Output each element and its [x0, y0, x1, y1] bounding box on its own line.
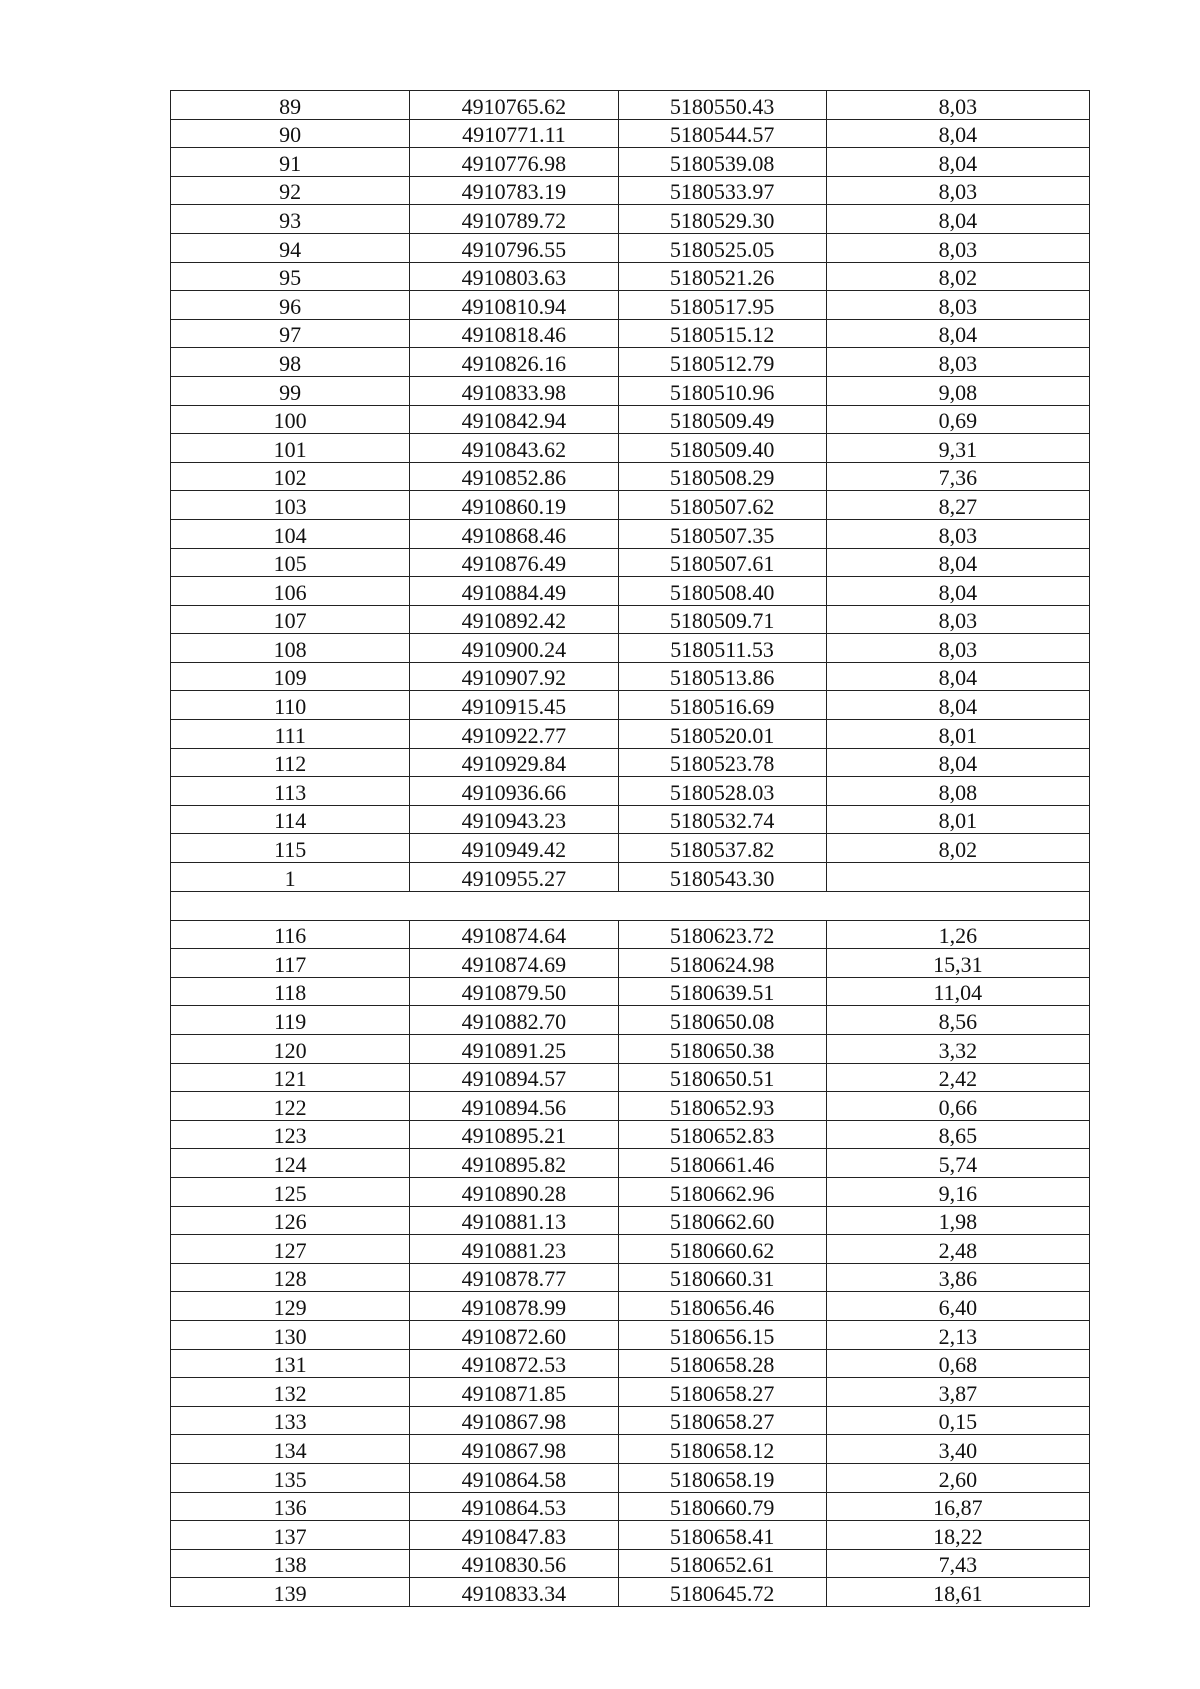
y-coordinate-cell: 5180658.41	[618, 1521, 826, 1550]
y-coordinate-cell: 5180508.40	[618, 577, 826, 606]
point-number-cell: 102	[171, 462, 410, 491]
y-coordinate-cell: 5180662.96	[618, 1177, 826, 1206]
distance-cell: 5,74	[826, 1149, 1089, 1178]
x-coordinate-cell: 4910783.19	[410, 176, 618, 205]
x-coordinate-cell: 4910867.98	[410, 1435, 618, 1464]
distance-cell: 2,13	[826, 1320, 1089, 1349]
coordinates-table	[170, 90, 1090, 1607]
x-coordinate-cell: 4910860.19	[410, 491, 618, 520]
distance-cell: 18,22	[826, 1521, 1089, 1550]
point-number-cell: 97	[171, 319, 410, 348]
table-row	[171, 119, 1090, 148]
distance-cell: 6,40	[826, 1292, 1089, 1321]
point-number-cell: 116	[171, 920, 410, 949]
distance-cell: 8,65	[826, 1120, 1089, 1149]
table-row	[171, 148, 1090, 177]
point-number-cell: 122	[171, 1092, 410, 1121]
distance-cell: 1,98	[826, 1206, 1089, 1235]
distance-cell: 8,08	[826, 777, 1089, 806]
point-number-cell: 131	[171, 1349, 410, 1378]
point-number-cell: 107	[171, 605, 410, 634]
table-row	[171, 1521, 1090, 1550]
x-coordinate-cell: 4910833.98	[410, 376, 618, 405]
table-row	[171, 1120, 1090, 1149]
y-coordinate-cell: 5180660.62	[618, 1235, 826, 1264]
distance-cell: 2,48	[826, 1235, 1089, 1264]
y-coordinate-cell: 5180521.26	[618, 262, 826, 291]
table-row	[171, 777, 1090, 806]
distance-cell: 8,04	[826, 691, 1089, 720]
x-coordinate-cell: 4910867.98	[410, 1406, 618, 1435]
x-coordinate-cell: 4910874.69	[410, 949, 618, 978]
point-number-cell: 119	[171, 1006, 410, 1035]
y-coordinate-cell: 5180520.01	[618, 720, 826, 749]
table-row	[171, 233, 1090, 262]
distance-cell: 3,87	[826, 1378, 1089, 1407]
y-coordinate-cell: 5180658.27	[618, 1378, 826, 1407]
x-coordinate-cell: 4910847.83	[410, 1521, 618, 1550]
y-coordinate-cell: 5180511.53	[618, 634, 826, 663]
distance-cell: 8,02	[826, 262, 1089, 291]
table-row	[171, 805, 1090, 834]
x-coordinate-cell: 4910826.16	[410, 348, 618, 377]
point-number-cell: 113	[171, 777, 410, 806]
x-coordinate-cell: 4910878.99	[410, 1292, 618, 1321]
distance-cell: 8,04	[826, 577, 1089, 606]
distance-cell: 8,56	[826, 1006, 1089, 1035]
distance-cell: 0,15	[826, 1406, 1089, 1435]
y-coordinate-cell: 5180533.97	[618, 176, 826, 205]
x-coordinate-cell: 4910895.21	[410, 1120, 618, 1149]
table-row	[171, 262, 1090, 291]
y-coordinate-cell: 5180639.51	[618, 977, 826, 1006]
distance-cell: 8,03	[826, 91, 1089, 120]
y-coordinate-cell: 5180523.78	[618, 748, 826, 777]
table-row	[171, 1435, 1090, 1464]
point-number-cell: 108	[171, 634, 410, 663]
table-row	[171, 1035, 1090, 1064]
table-row	[171, 834, 1090, 863]
table-row	[171, 1320, 1090, 1349]
point-number-cell: 127	[171, 1235, 410, 1264]
y-coordinate-cell: 5180656.15	[618, 1320, 826, 1349]
table-row	[171, 491, 1090, 520]
point-number-cell: 115	[171, 834, 410, 863]
table-row	[171, 1378, 1090, 1407]
x-coordinate-cell: 4910900.24	[410, 634, 618, 663]
point-number-cell: 118	[171, 977, 410, 1006]
distance-cell: 2,60	[826, 1463, 1089, 1492]
x-coordinate-cell: 4910884.49	[410, 577, 618, 606]
point-number-cell: 134	[171, 1435, 410, 1464]
table-row	[171, 720, 1090, 749]
y-coordinate-cell: 5180513.86	[618, 662, 826, 691]
x-coordinate-cell: 4910881.13	[410, 1206, 618, 1235]
x-coordinate-cell: 4910871.85	[410, 1378, 618, 1407]
x-coordinate-cell: 4910776.98	[410, 148, 618, 177]
table-row	[171, 634, 1090, 663]
point-number-cell: 96	[171, 291, 410, 320]
x-coordinate-cell: 4910818.46	[410, 319, 618, 348]
y-coordinate-cell: 5180539.08	[618, 148, 826, 177]
table-row	[171, 863, 1090, 892]
table-row	[171, 605, 1090, 634]
x-coordinate-cell: 4910868.46	[410, 519, 618, 548]
point-number-cell: 130	[171, 1320, 410, 1349]
y-coordinate-cell: 5180516.69	[618, 691, 826, 720]
table-row	[171, 1263, 1090, 1292]
table-row	[171, 1492, 1090, 1521]
point-number-cell: 105	[171, 548, 410, 577]
y-coordinate-cell: 5180650.08	[618, 1006, 826, 1035]
y-coordinate-cell: 5180528.03	[618, 777, 826, 806]
table-row	[171, 1406, 1090, 1435]
table-row	[171, 949, 1090, 978]
point-number-cell: 124	[171, 1149, 410, 1178]
point-number-cell: 100	[171, 405, 410, 434]
distance-cell: 9,08	[826, 376, 1089, 405]
point-number-cell: 138	[171, 1549, 410, 1578]
table-row	[171, 319, 1090, 348]
table-row	[171, 577, 1090, 606]
table-row	[171, 548, 1090, 577]
y-coordinate-cell: 5180509.49	[618, 405, 826, 434]
y-coordinate-cell: 5180652.93	[618, 1092, 826, 1121]
distance-cell: 8,04	[826, 548, 1089, 577]
distance-cell: 8,03	[826, 176, 1089, 205]
x-coordinate-cell: 4910830.56	[410, 1549, 618, 1578]
table-row	[171, 519, 1090, 548]
table-row	[171, 348, 1090, 377]
point-number-cell: 111	[171, 720, 410, 749]
table-row	[171, 748, 1090, 777]
table-row	[171, 1063, 1090, 1092]
y-coordinate-cell: 5180509.71	[618, 605, 826, 634]
point-number-cell: 126	[171, 1206, 410, 1235]
distance-cell: 8,04	[826, 748, 1089, 777]
distance-cell: 8,04	[826, 119, 1089, 148]
table-row	[171, 205, 1090, 234]
table-row	[171, 1177, 1090, 1206]
point-number-cell: 110	[171, 691, 410, 720]
distance-cell: 8,04	[826, 148, 1089, 177]
x-coordinate-cell: 4910943.23	[410, 805, 618, 834]
point-number-cell: 99	[171, 376, 410, 405]
y-coordinate-cell: 5180658.12	[618, 1435, 826, 1464]
x-coordinate-cell: 4910833.34	[410, 1578, 618, 1607]
distance-cell: 9,31	[826, 434, 1089, 463]
y-coordinate-cell: 5180537.82	[618, 834, 826, 863]
x-coordinate-cell: 4910929.84	[410, 748, 618, 777]
distance-cell	[826, 863, 1089, 892]
point-number-cell: 133	[171, 1406, 410, 1435]
distance-cell: 1,26	[826, 920, 1089, 949]
x-coordinate-cell: 4910874.64	[410, 920, 618, 949]
distance-cell: 0,68	[826, 1349, 1089, 1378]
distance-cell: 8,03	[826, 519, 1089, 548]
table-row	[171, 91, 1090, 120]
y-coordinate-cell: 5180650.38	[618, 1035, 826, 1064]
distance-cell: 7,36	[826, 462, 1089, 491]
y-coordinate-cell: 5180529.30	[618, 205, 826, 234]
separator-cell	[171, 891, 1090, 920]
y-coordinate-cell: 5180645.72	[618, 1578, 826, 1607]
point-number-cell: 137	[171, 1521, 410, 1550]
x-coordinate-cell: 4910803.63	[410, 262, 618, 291]
table-row	[171, 1578, 1090, 1607]
point-number-cell: 117	[171, 949, 410, 978]
y-coordinate-cell: 5180660.31	[618, 1263, 826, 1292]
distance-cell: 8,03	[826, 348, 1089, 377]
table-row	[171, 1149, 1090, 1178]
distance-cell: 3,40	[826, 1435, 1089, 1464]
point-number-cell: 104	[171, 519, 410, 548]
x-coordinate-cell: 4910842.94	[410, 405, 618, 434]
point-number-cell: 91	[171, 148, 410, 177]
x-coordinate-cell: 4910892.42	[410, 605, 618, 634]
point-number-cell: 89	[171, 91, 410, 120]
y-coordinate-cell: 5180660.79	[618, 1492, 826, 1521]
x-coordinate-cell: 4910872.60	[410, 1320, 618, 1349]
distance-cell: 8,04	[826, 662, 1089, 691]
x-coordinate-cell: 4910949.42	[410, 834, 618, 863]
y-coordinate-cell: 5180662.60	[618, 1206, 826, 1235]
distance-cell: 11,04	[826, 977, 1089, 1006]
point-number-cell: 135	[171, 1463, 410, 1492]
y-coordinate-cell: 5180508.29	[618, 462, 826, 491]
point-number-cell: 121	[171, 1063, 410, 1092]
y-coordinate-cell: 5180658.27	[618, 1406, 826, 1435]
point-number-cell: 93	[171, 205, 410, 234]
table-row	[171, 691, 1090, 720]
distance-cell: 7,43	[826, 1549, 1089, 1578]
point-number-cell: 95	[171, 262, 410, 291]
distance-cell: 8,01	[826, 805, 1089, 834]
x-coordinate-cell: 4910864.53	[410, 1492, 618, 1521]
point-number-cell: 128	[171, 1263, 410, 1292]
y-coordinate-cell: 5180512.79	[618, 348, 826, 377]
x-coordinate-cell: 4910872.53	[410, 1349, 618, 1378]
y-coordinate-cell: 5180509.40	[618, 434, 826, 463]
y-coordinate-cell: 5180624.98	[618, 949, 826, 978]
x-coordinate-cell: 4910810.94	[410, 291, 618, 320]
point-number-cell: 1	[171, 863, 410, 892]
distance-cell: 8,01	[826, 720, 1089, 749]
y-coordinate-cell: 5180515.12	[618, 319, 826, 348]
point-number-cell: 98	[171, 348, 410, 377]
point-number-cell: 101	[171, 434, 410, 463]
x-coordinate-cell: 4910864.58	[410, 1463, 618, 1492]
x-coordinate-cell: 4910922.77	[410, 720, 618, 749]
distance-cell: 8,02	[826, 834, 1089, 863]
x-coordinate-cell: 4910789.72	[410, 205, 618, 234]
y-coordinate-cell: 5180507.62	[618, 491, 826, 520]
distance-cell: 0,66	[826, 1092, 1089, 1121]
distance-cell: 3,32	[826, 1035, 1089, 1064]
y-coordinate-cell: 5180623.72	[618, 920, 826, 949]
point-number-cell: 139	[171, 1578, 410, 1607]
distance-cell: 8,27	[826, 491, 1089, 520]
x-coordinate-cell: 4910894.56	[410, 1092, 618, 1121]
point-number-cell: 92	[171, 176, 410, 205]
y-coordinate-cell: 5180658.28	[618, 1349, 826, 1378]
y-coordinate-cell: 5180658.19	[618, 1463, 826, 1492]
point-number-cell: 94	[171, 233, 410, 262]
point-number-cell: 106	[171, 577, 410, 606]
x-coordinate-cell: 4910879.50	[410, 977, 618, 1006]
x-coordinate-cell: 4910894.57	[410, 1063, 618, 1092]
point-number-cell: 125	[171, 1177, 410, 1206]
x-coordinate-cell: 4910955.27	[410, 863, 618, 892]
distance-cell: 8,03	[826, 634, 1089, 663]
table-row	[171, 434, 1090, 463]
x-coordinate-cell: 4910843.62	[410, 434, 618, 463]
table-row	[171, 977, 1090, 1006]
distance-cell: 8,04	[826, 205, 1089, 234]
y-coordinate-cell: 5180507.61	[618, 548, 826, 577]
table-row	[171, 1549, 1090, 1578]
point-number-cell: 136	[171, 1492, 410, 1521]
y-coordinate-cell: 5180550.43	[618, 91, 826, 120]
x-coordinate-cell: 4910895.82	[410, 1149, 618, 1178]
y-coordinate-cell: 5180507.35	[618, 519, 826, 548]
table-row	[171, 405, 1090, 434]
distance-cell: 15,31	[826, 949, 1089, 978]
y-coordinate-cell: 5180650.51	[618, 1063, 826, 1092]
table-row	[171, 920, 1090, 949]
table-row	[171, 462, 1090, 491]
x-coordinate-cell: 4910796.55	[410, 233, 618, 262]
y-coordinate-cell: 5180652.61	[618, 1549, 826, 1578]
y-coordinate-cell: 5180661.46	[618, 1149, 826, 1178]
table-row	[171, 1349, 1090, 1378]
point-number-cell: 112	[171, 748, 410, 777]
distance-cell: 3,86	[826, 1263, 1089, 1292]
point-number-cell: 123	[171, 1120, 410, 1149]
x-coordinate-cell: 4910771.11	[410, 119, 618, 148]
table-row	[171, 662, 1090, 691]
table-row	[171, 176, 1090, 205]
x-coordinate-cell: 4910907.92	[410, 662, 618, 691]
table-row	[171, 1092, 1090, 1121]
point-number-cell: 132	[171, 1378, 410, 1407]
x-coordinate-cell: 4910915.45	[410, 691, 618, 720]
table-row	[171, 291, 1090, 320]
table-row	[171, 376, 1090, 405]
point-number-cell: 120	[171, 1035, 410, 1064]
table-row	[171, 1292, 1090, 1321]
x-coordinate-cell: 4910890.28	[410, 1177, 618, 1206]
y-coordinate-cell: 5180656.46	[618, 1292, 826, 1321]
point-number-cell: 103	[171, 491, 410, 520]
distance-cell: 8,03	[826, 233, 1089, 262]
point-number-cell: 114	[171, 805, 410, 834]
table-row	[171, 1463, 1090, 1492]
distance-cell: 2,42	[826, 1063, 1089, 1092]
distance-cell: 18,61	[826, 1578, 1089, 1607]
distance-cell: 0,69	[826, 405, 1089, 434]
y-coordinate-cell: 5180652.83	[618, 1120, 826, 1149]
y-coordinate-cell: 5180543.30	[618, 863, 826, 892]
y-coordinate-cell: 5180510.96	[618, 376, 826, 405]
table-row	[171, 1206, 1090, 1235]
x-coordinate-cell: 4910765.62	[410, 91, 618, 120]
y-coordinate-cell: 5180517.95	[618, 291, 826, 320]
y-coordinate-cell: 5180544.57	[618, 119, 826, 148]
x-coordinate-cell: 4910876.49	[410, 548, 618, 577]
distance-cell: 8,04	[826, 319, 1089, 348]
x-coordinate-cell: 4910891.25	[410, 1035, 618, 1064]
distance-cell: 8,03	[826, 291, 1089, 320]
x-coordinate-cell: 4910852.86	[410, 462, 618, 491]
x-coordinate-cell: 4910878.77	[410, 1263, 618, 1292]
x-coordinate-cell: 4910882.70	[410, 1006, 618, 1035]
y-coordinate-cell: 5180532.74	[618, 805, 826, 834]
x-coordinate-cell: 4910936.66	[410, 777, 618, 806]
point-number-cell: 109	[171, 662, 410, 691]
distance-cell: 8,03	[826, 605, 1089, 634]
x-coordinate-cell: 4910881.23	[410, 1235, 618, 1264]
point-number-cell: 129	[171, 1292, 410, 1321]
point-number-cell: 90	[171, 119, 410, 148]
distance-cell: 16,87	[826, 1492, 1089, 1521]
table-row	[171, 1235, 1090, 1264]
coordinates-table-body	[171, 91, 1090, 1607]
section-separator-row	[171, 891, 1090, 920]
distance-cell: 9,16	[826, 1177, 1089, 1206]
y-coordinate-cell: 5180525.05	[618, 233, 826, 262]
table-row	[171, 1006, 1090, 1035]
